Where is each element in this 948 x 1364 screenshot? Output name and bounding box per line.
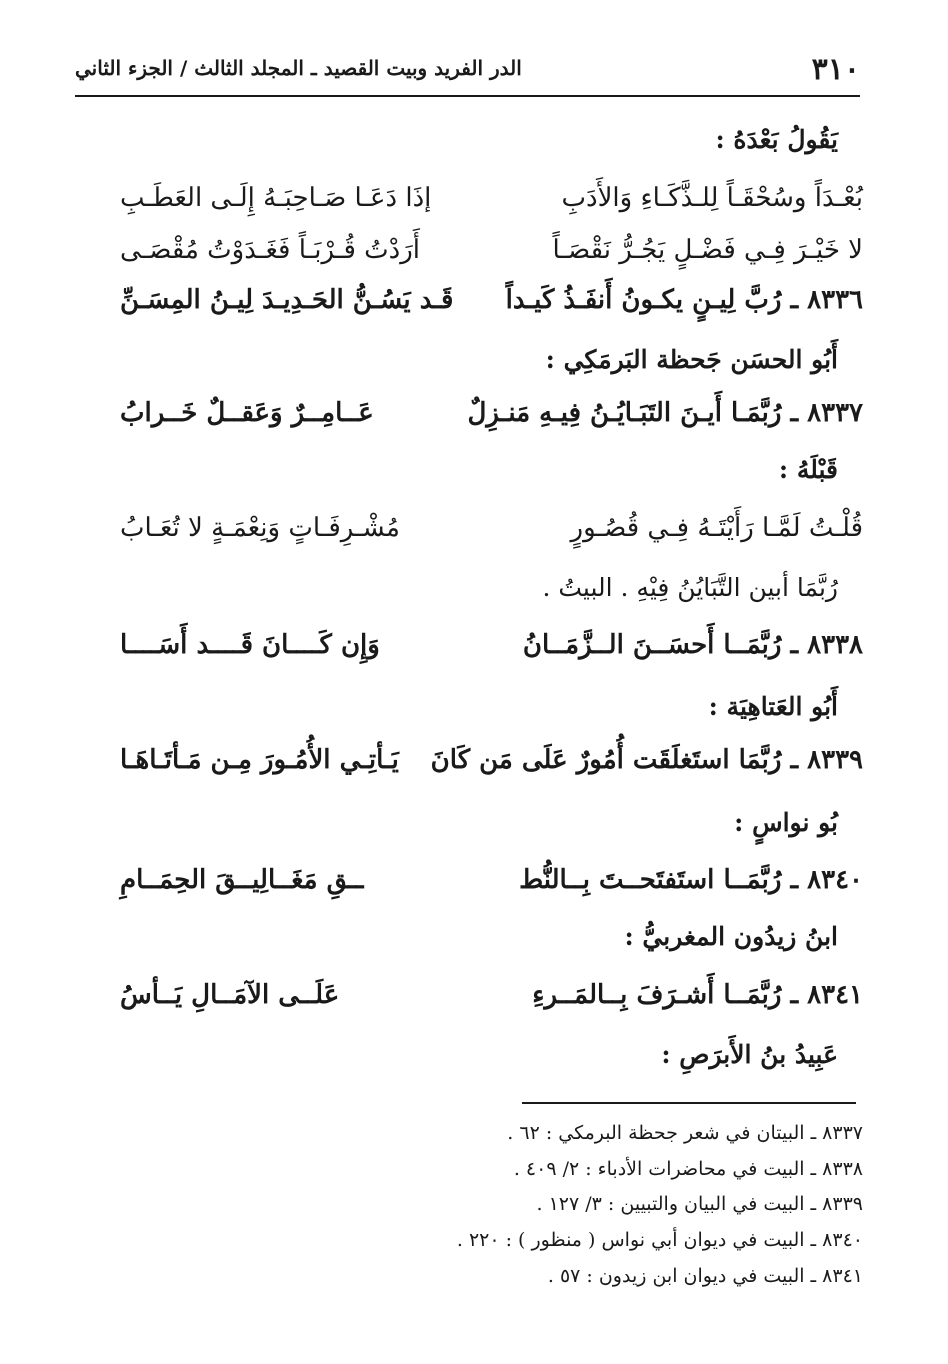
section-heading: ابنُ زيدُون المغربيُّ : [624,922,838,951]
verse-first-hemistich: ٨٣٤٠ ـ رُبَّمَــا استَفتَحــتَ بِــالنُّط [519,865,863,895]
verse-line [100,865,863,909]
verse-first-hemistich: ٨٣٣٨ ـ رُبَّمَــا أَحسَــنَ الــزَّمَــانُ [522,630,863,660]
verse-first-hemistich: ٨٣٣٧ ـ رُبَّمَـا أَيـنَ التَبَـايُـنُ فِيـهِ مَنـزِلٌ [467,398,863,428]
verse-first-hemistich: ٨٣٤١ ـ رُبَّمَــا أَشـرَفَ بِــالمَــرءِ [532,980,863,1010]
section-heading: رُبَّمَا أبين التَّبَايُنُ فِيْهِ . البيتُ . [542,573,838,602]
running-title: الدر الفريد وبيت القصيد ـ المجلد الثالث / الجزء الثاني [75,56,522,80]
section-heading: أَبُو العَتاهِيَة : [708,692,838,721]
section-heading: أَبُو الحسَن جَحظة البَرمَكِي : [545,345,838,374]
verse-second-hemistich: عَــامِــرٌ وَعَقــلٌ خَــرابُ [120,398,374,428]
section-heading: قَبْلَهُ : [778,455,838,484]
verse-line [100,745,863,789]
verse-first-hemistich: قُلْـتُ لَمَّـا رَأَيْتَـهُ فِـي قُصُـورٍ [570,513,863,543]
footnote: ٨٣٣٧ ـ البيتان في شعر جحظة البرمكي : ٦٢ . [507,1122,863,1144]
page-number: ٣١٠ [811,52,860,87]
verse-line [100,630,863,674]
verse-line [100,285,863,329]
section-heading: يَقُولُ بَعْدَهُ : [715,125,838,154]
verse-line [100,513,863,557]
footnote-separator [522,1102,856,1104]
verse-second-hemistich: قَـد يَسُـنُّ الحَـدِيـدَ لِيـنُ المِسَـنِّ [120,285,454,315]
verse-first-hemistich: ٨٣٣٩ ـ رُبَّمَا استَغلَقَت أُمُورٌ عَلَى مَن كَانَ [430,745,863,775]
verse-second-hemistich: ــقِ مَغَــالِيــقَ الحِمَــامِ [120,865,364,895]
verse-line [100,398,863,442]
verse-first-hemistich: بُعْـدَاً وسُحْقَـاً لِلـذَّكَـاءِ وَالأَدَبِ [561,183,863,213]
verse-second-hemistich: أَرَدْتُ قُـرْبَـاً فَغَـدَوْتُ مُقْصَـى [120,235,420,265]
verse-first-hemistich: لا خَيْـرَ فِـي فَضْـلٍ يَجُـرُّ نَقْصَـاً [552,235,863,265]
footnote: ٨٣٣٨ ـ البيت في محاضرات الأدباء : ٢/ ٤٠٩ . [513,1158,863,1180]
verse-second-hemistich: مُشْـرِفَـاتٍ وَنِعْمَـةٍ لا تُعَـابُ [120,513,400,543]
page-header [75,52,860,98]
verse-line [100,183,863,227]
header-rule [75,95,860,97]
verse-line [100,235,863,279]
footnote: ٨٣٣٩ ـ البيت في البيان والتبيين : ٣/ ١٢٧ . [536,1193,863,1215]
verse-second-hemistich: إذَا دَعَـا صَـاحِبَـهُ إِلَـى العَطَـبِ [120,183,432,213]
section-heading: عَبِيدُ بنُ الأَبرَصِ : [661,1040,838,1069]
footnote: ٨٣٤١ ـ البيت في ديوان ابن زيدون : ٥٧ . [547,1265,863,1287]
verse-second-hemistich: يَـأتِـي الأُمُـورَ مِـن مَـأتَـاهَـا [120,745,399,775]
verse-first-hemistich: ٨٣٣٦ ـ رُبَّ لِيـنٍ يكـونُ أَنفَـذُ كَيـداً [505,285,863,315]
verse-line [100,980,863,1024]
section-heading: بُو نواسٍ : [734,808,838,837]
verse-second-hemistich: وَإِن كَــــانَ قَــــد أَسَــــا [120,630,380,660]
verse-second-hemistich: عَلَــى الآمَــالِ يَــأسُ [120,980,340,1010]
footnote: ٨٣٤٠ ـ البيت في ديوان أبي نواس ( منظور ) : ٢٢٠ . [456,1229,863,1251]
